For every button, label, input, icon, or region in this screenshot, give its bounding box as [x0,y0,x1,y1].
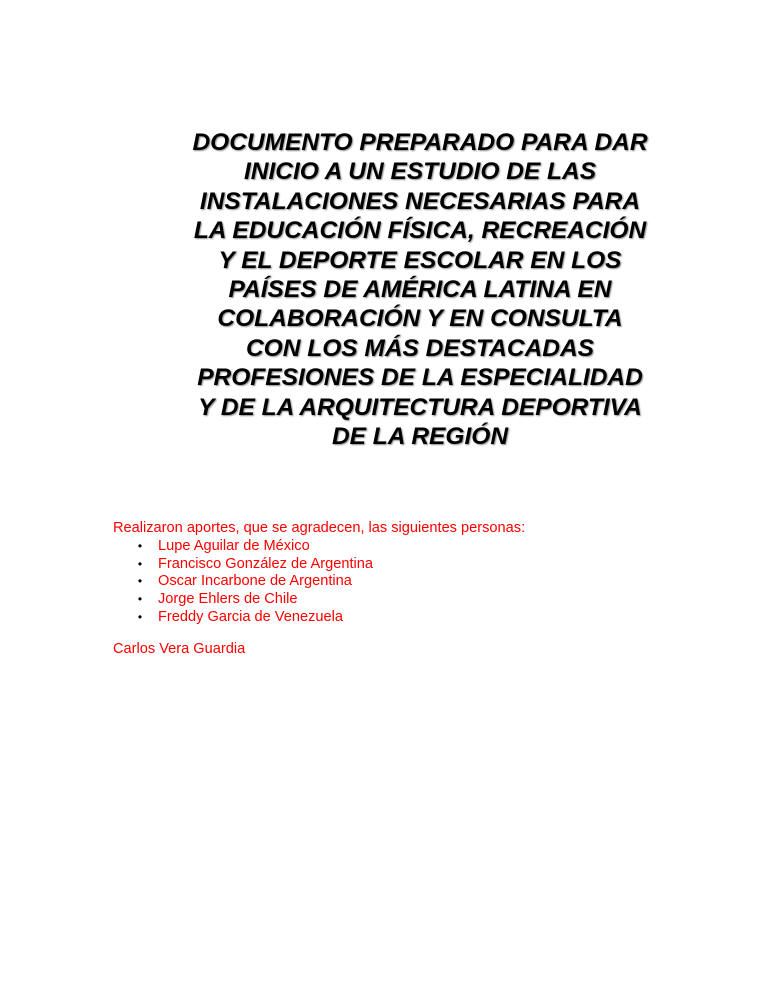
list-item [137,555,673,574]
bullet-dot-icon: • [137,592,143,607]
contributors-list [113,538,673,627]
contributor-name: Oscar Incarbone de Argentina [158,573,352,590]
contributor-name: Jorge Ehlers de Chile [158,591,298,608]
list-item [137,573,673,591]
contributor-name: Francisco González de Argentina [158,555,373,572]
bullet-dot-icon: • [137,556,143,571]
contributors-intro: Realizaron aportes, que se agradecen, las siguientes personas: [113,520,526,536]
bullet-dot-icon: • [137,609,143,624]
document-title: DOCUMENTO PREPARADO PARA DAR INICIO A UN ESTUDIO DE LAS INSTALACIONES NECESARIAS PARA LA EDUCACIÓN FÍSICA, RECREACIÓN Y EL DEPORTE ESCOLAR EN LOS PAÍSES DE AMÉRICA LATINA EN COLABORACIÓN Y EN CONSULTA CON LOS MÁS DESTACADAS PROFESIONES DE LA ESPECIALIDAD Y DE LA ARQUITECTURA DEPORTIVA DE LA REGIÓN [192,129,648,451]
author-name: Carlos Vera Guardia [113,640,246,657]
contributor-name: Freddy Garcia de Venezuela [158,608,343,625]
bullet-dot-icon: • [137,574,143,589]
bullet-dot-icon: • [137,538,143,553]
contributor-name: Lupe Aguilar de México [158,537,310,554]
contributors-section [113,520,673,659]
list-item [137,608,673,627]
list-item [137,591,673,609]
list-item [137,537,673,556]
